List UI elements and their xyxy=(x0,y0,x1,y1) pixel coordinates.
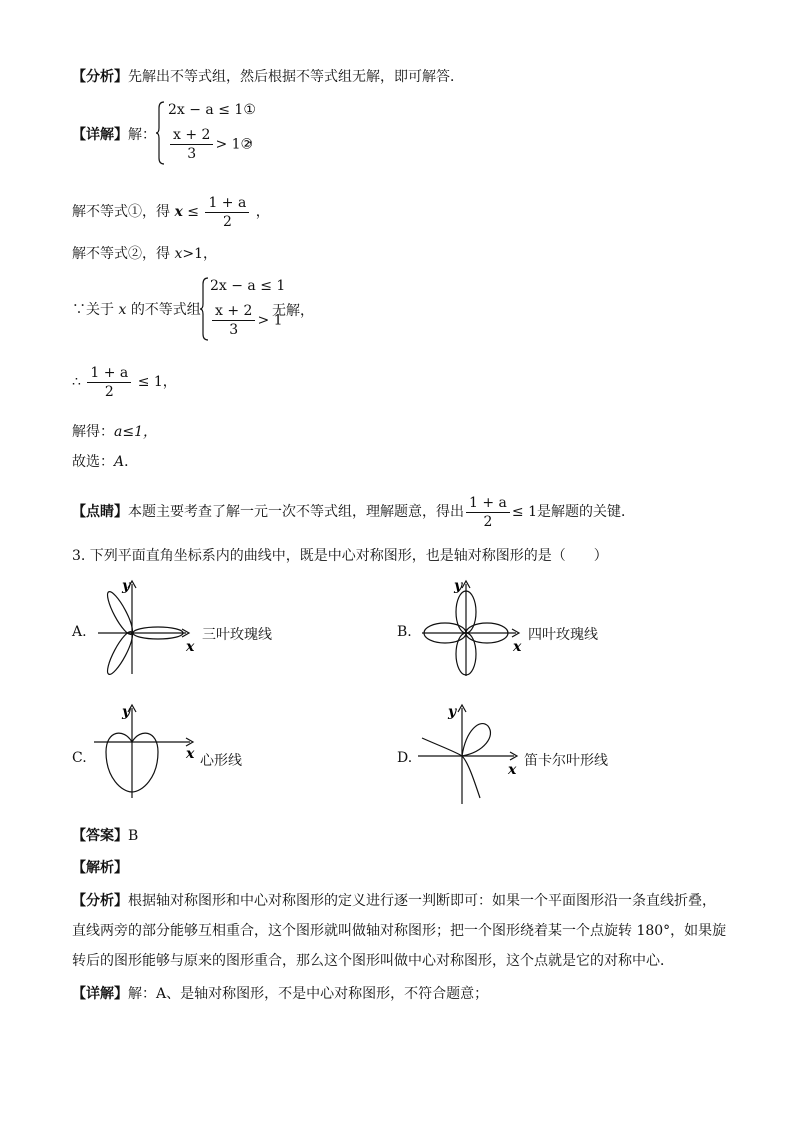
system-brace xyxy=(156,100,166,166)
step-5: 解得：a≤1， xyxy=(72,424,157,440)
option-c-letter: C. xyxy=(72,750,87,766)
three-leaf-rose-graph xyxy=(94,578,204,678)
analysis-tag: 【分析】 xyxy=(72,69,128,85)
question-stem: 3. 下列平面直角坐标系内的曲线中，既是中心对称图形，也是轴对称图形的是（ ） xyxy=(72,548,608,564)
svg-text:x: x xyxy=(186,746,195,762)
explain-line: 【解析】 xyxy=(72,860,128,876)
detail-line xyxy=(72,125,156,145)
system-eq1: 2x − a ≤ 1① xyxy=(168,102,256,118)
analysis-text: 先解出不等式组，然后根据不等式组无解，即可解答． xyxy=(128,69,464,85)
option-a-letter: A. xyxy=(72,624,87,640)
svg-text:y: y xyxy=(454,578,463,594)
option-a-name: 三叶玫瑰线 xyxy=(202,627,272,643)
system-brace xyxy=(200,276,210,342)
svg-text:y: y xyxy=(122,578,131,594)
svg-text:x: x xyxy=(513,639,522,655)
step-4: ∴ $\frac{1 + a}{2}$ ≤ 1， xyxy=(72,364,177,400)
svg-text:y: y xyxy=(122,704,131,720)
system-suffix: ， xyxy=(248,131,262,147)
detail-tag: 【详解】 xyxy=(72,127,128,143)
answer-value: B xyxy=(128,828,139,844)
step-6: 故选：A． xyxy=(72,454,139,470)
option-c-name: 心形线 xyxy=(200,753,242,769)
step-1: 解不等式①，得 x ≤ $\frac{1 + a}{2}$ ， xyxy=(72,194,270,230)
analysis-2-paragraph: 【分析】根据轴对称图形和中心对称图形的定义进行逐一判断即可：如果一个平面图形沿一条直线折叠，直线两旁的部分能够互相重合，这个图形就叫做轴对称图形；把一个图形绕着某一个点旋转 180°，如果旋转后的图形能够与原来的图形重合，那么这个图形叫做中心对称图形，这个点就是它的对称中心． xyxy=(72,893,727,969)
svg-text:x: x xyxy=(508,762,517,778)
step-2: 解不等式②，得 x>1， xyxy=(72,246,217,262)
option-b-letter: B. xyxy=(397,624,412,640)
detail-prefix: 解： xyxy=(128,127,156,143)
point-line: 【点睛】本题主要考查了解一元一次不等式组，理解题意，得出 $\frac{1 + a}{2}$ ≤ 1是解题的关键． xyxy=(72,494,635,530)
option-d-name: 笛卡尔叶形线 xyxy=(524,753,608,769)
svg-text:x: x xyxy=(186,639,195,655)
analysis-line xyxy=(72,67,464,87)
svg-text:y: y xyxy=(448,704,457,720)
option-b-name: 四叶玫瑰线 xyxy=(528,627,598,643)
detail-2-line: 【详解】解：A、是轴对称图形，不是中心对称图形，不符合题意； xyxy=(72,986,489,1002)
option-d-letter: D. xyxy=(397,750,413,766)
folium-graph xyxy=(418,700,528,810)
inequality-system-1 xyxy=(156,100,266,166)
inequality-system-2: 2x − a ≤ 1 $\frac{x + 2}{3}$ > 1 无解， xyxy=(200,276,310,342)
system-eq2: $\frac{x + 2}{3}$ > 1② xyxy=(168,126,253,163)
cardioid-graph xyxy=(94,700,204,800)
step-3: ∵关于 x 的不等式组 xyxy=(72,302,201,318)
answer-line: 【答案】B xyxy=(72,828,139,844)
four-leaf-rose-graph xyxy=(420,578,530,678)
